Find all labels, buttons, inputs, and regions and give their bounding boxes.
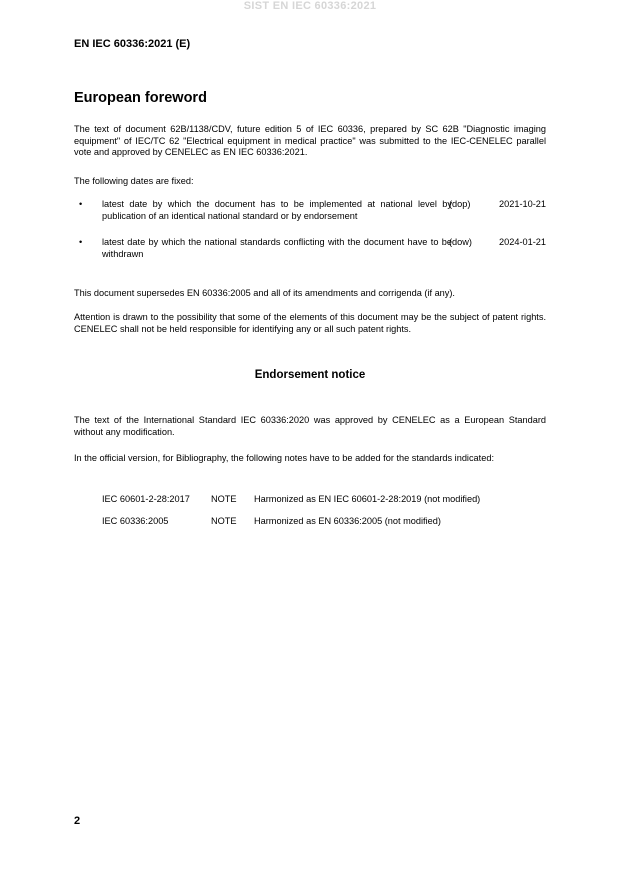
date-value: 2024-01-21	[499, 237, 546, 247]
note-label: NOTE	[211, 516, 237, 526]
date-code: (dow)	[449, 237, 472, 247]
note-text: Harmonized as EN 60336:2005 (not modified)	[254, 516, 441, 526]
supersedes-paragraph: This document supersedes EN 60336:2005 and all of its amendments and corrigenda (if any).	[74, 288, 455, 298]
date-description: latest date by which the document has to be implemented at national level by publication of an identical national standard or by endorsement	[102, 199, 452, 221]
date-description: latest date by which the national standards conflicting with the document have to be withdrawn	[102, 237, 452, 259]
page-number: 2	[74, 815, 81, 827]
bibliography-intro-paragraph: In the official version, for Bibliography, the following notes have to be added for the standards indicated:	[74, 453, 494, 463]
foreword-intro-paragraph: The text of document 62B/1138/CDV, future edition 5 of IEC 60336, prepared by SC 62B "Diagnostic imaging equipment" of IEC/TC 62 "Electrical equipment in medical practice" was submitted to the IEC-CENELEC parallel vote and approved by CENELEC as EN IEC 60336:2021.	[74, 124, 546, 158]
date-value: 2021-10-21	[499, 199, 546, 209]
bullet-icon: •	[79, 237, 83, 247]
watermark: SIST EN IEC 60336:2021	[243, 0, 377, 12]
note-label: NOTE	[211, 494, 237, 504]
endorsement-title: Endorsement notice	[254, 369, 366, 381]
endorsement-approval-paragraph: The text of the International Standard IEC 60336:2020 was approved by CENELEC as a European Standard without any modification.	[74, 415, 546, 437]
note-standard: IEC 60601-2-28:2017	[102, 494, 190, 504]
dates-intro-paragraph: The following dates are fixed:	[74, 176, 194, 186]
document-id: EN IEC 60336:2021 (E)	[74, 38, 191, 50]
foreword-title: European foreword	[74, 90, 207, 106]
note-text: Harmonized as EN IEC 60601-2-28:2019 (not modified)	[254, 494, 481, 504]
note-standard: IEC 60336:2005	[102, 516, 169, 526]
bullet-icon: •	[79, 199, 83, 209]
patent-paragraph: Attention is drawn to the possibility that some of the elements of this document may be the subject of patent rights. CENELEC shall not be held responsible for identifying any or all such patent rights.	[74, 312, 546, 334]
date-code: (dop)	[449, 199, 471, 209]
